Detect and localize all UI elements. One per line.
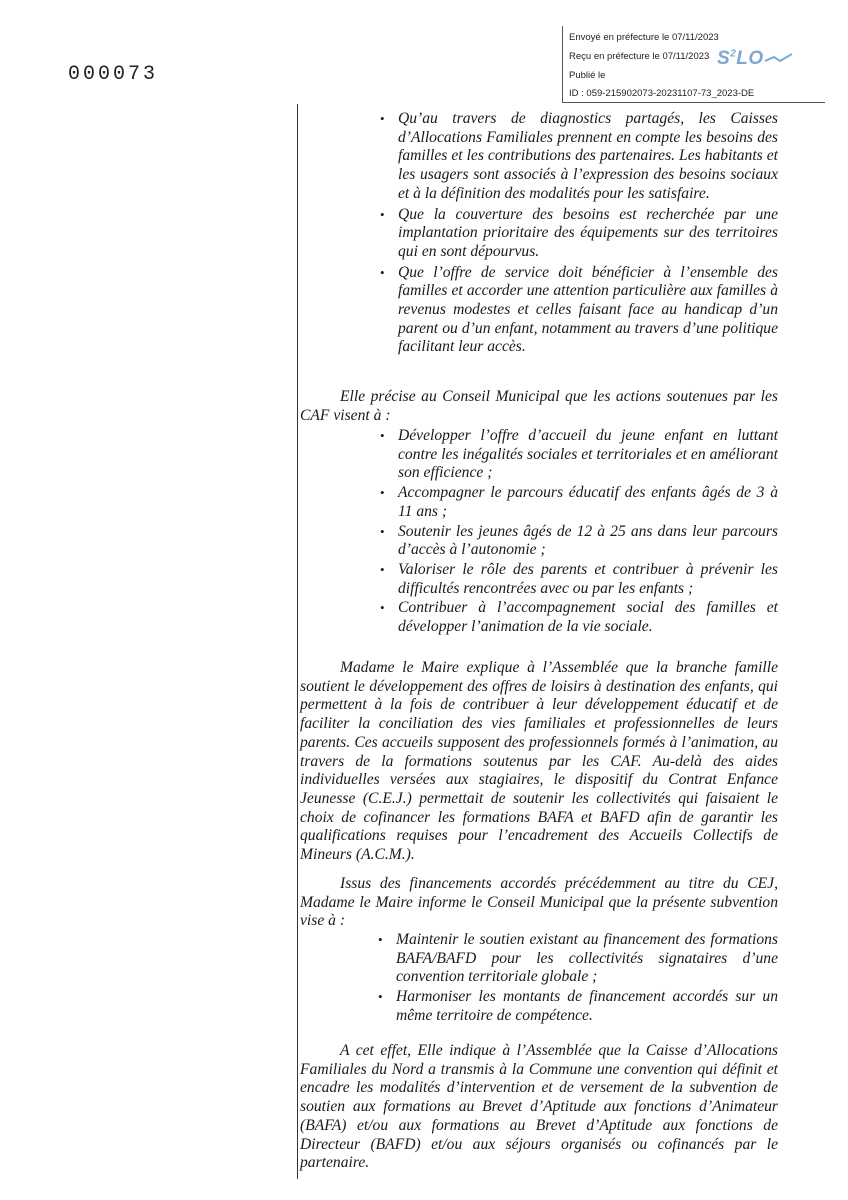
list-item <box>380 484 778 521</box>
bullet-icon: • <box>380 111 385 126</box>
list-item <box>380 522 778 560</box>
margin-rule <box>297 104 298 1179</box>
list-item <box>378 931 778 987</box>
list-item-text: Que la couverture des besoins est recherchée par une implantation prioritaire des équipements sur des territoires qui en sont dépourvus. <box>398 205 778 260</box>
list-item <box>380 599 778 636</box>
stamp-published: Publié le <box>569 70 606 81</box>
list-item-text: Soutenir les jeunes âgés de 12 à 25 ans dans leur parcours d’accès à l’autonomie ; <box>398 522 778 559</box>
list-item <box>380 560 778 598</box>
final-paragraph: A cet effet, Elle indique à l’Assemblée que la Caisse d’Allocations Familiales du Nord a transmis à la Commune une convention qui définit et encadre les modalités d’intervention et de versement de la subvention de soutien aux formations au Brevet d’Aptitude aux fonctions d’Animateur (BAFA) et/ou aux formations au Brevet d’Aptitude aux fonctions de Directeur (BAFD) et/ou aux séjours organisés ou cofinancés par le partenaire. <box>300 1042 778 1172</box>
list-item-text: Accompagner le parcours éducatif des enfants âgés de 3 à 11 ans ; <box>398 484 778 520</box>
bullet-icon: • <box>378 932 383 947</box>
stamp-sent: Envoyé en préfecture le 07/11/2023 <box>569 32 719 43</box>
list-item-text: Contribuer à l’accompagnement social des familles et développer l’animation de la vie sociale. <box>398 599 778 636</box>
maire-paragraph: Madame le Maire explique à l’Assemblée que la branche famille soutient le développement des offres de loisirs à destination des enfants, qui permettent à la fois de contribuer à leur développement éducatif et de faciliter la conciliation des vies familiales et professionnelles de leurs parents. Ces accueils supposent des professionnels formés à l’animation, au travers de la formations soutenus par les CAF. Au-delà des aides individuelles versées aux stagiaires, le dispositif du Contrat Enfance Jeunesse (C.E.J.) permettait de soutenir les collectivités qui faisaient le choix de cofinancer les formations BAFA et BAFD afin de garantir les qualifications requises pour l’encadrement des Accueils Collectifs de Mineurs (A.C.M.). <box>300 659 778 864</box>
cej-bullet-list <box>378 931 778 1027</box>
list-item <box>380 427 778 483</box>
stamp-received: Reçu en préfecture le 07/11/2023 <box>569 51 710 62</box>
cej-paragraph: Issus des financements accordés précédemment au titre du CEJ, Madame le Maire informe le Conseil Municipal que la présente subvention vise à : <box>300 875 778 930</box>
bullet-icon: • <box>380 428 385 443</box>
list-item-text: Maintenir le soutien existant au financement des formations BAFA/BAFD pour les collectivités signataires d’une convention territoriale globale ; <box>396 931 778 986</box>
bullet-icon: • <box>380 523 385 539</box>
caf-paragraph: Elle précise au Conseil Municipal que les actions soutenues par les CAF visent à : <box>300 388 778 424</box>
bullet-icon: • <box>380 561 385 577</box>
caf-bullet-list <box>380 427 778 638</box>
bullet-icon: • <box>380 264 385 280</box>
list-item-text: Que l’offre de service doit bénéficier à l’ensemble des familles et accorder une attention particulière aux familles à revenus modestes et celles faisant face au handicap d’un parent ou d’un enfant, notamment au travers d’une politique facilitant leur accès. <box>398 263 778 356</box>
prefecture-stamp <box>562 26 825 103</box>
list-item <box>380 110 778 204</box>
bullet-icon: • <box>380 485 385 501</box>
intro-bullet-list <box>380 110 778 358</box>
bullet-icon: • <box>380 206 385 222</box>
list-item-text: Valoriser le rôle des parents et contribuer à prévenir les difficultés rencontrées avec ou par les enfants ; <box>398 560 778 597</box>
list-item <box>380 205 778 262</box>
list-item-text: Harmoniser les montants de financement accordés sur un même territoire de compétence. <box>396 988 778 1024</box>
bullet-icon: • <box>380 600 385 616</box>
s2low-logo: $S^2LO$ <box>717 48 794 70</box>
stamp-id: ID : 059-215902073-20231107-73_2023-DE <box>569 88 755 99</box>
list-item-text: Qu’au travers de diagnostics partagés, les Caisses d’Allocations Familiales prennent en compte les besoins des familles et les contributions des partenaires. Les habitants et les usagers sont associés à l’expression des besoins sociaux et à la définition des modalités pour les satisfaire. <box>398 110 778 202</box>
list-item-text: Développer l’offre d’accueil du jeune enfant en luttant contre les inégalités sociales et territoriales et en améliorant son efficience ; <box>398 427 778 482</box>
list-item <box>380 263 778 358</box>
list-item <box>378 988 778 1025</box>
bullet-icon: • <box>378 989 383 1005</box>
document-number: 000073 <box>68 63 159 86</box>
